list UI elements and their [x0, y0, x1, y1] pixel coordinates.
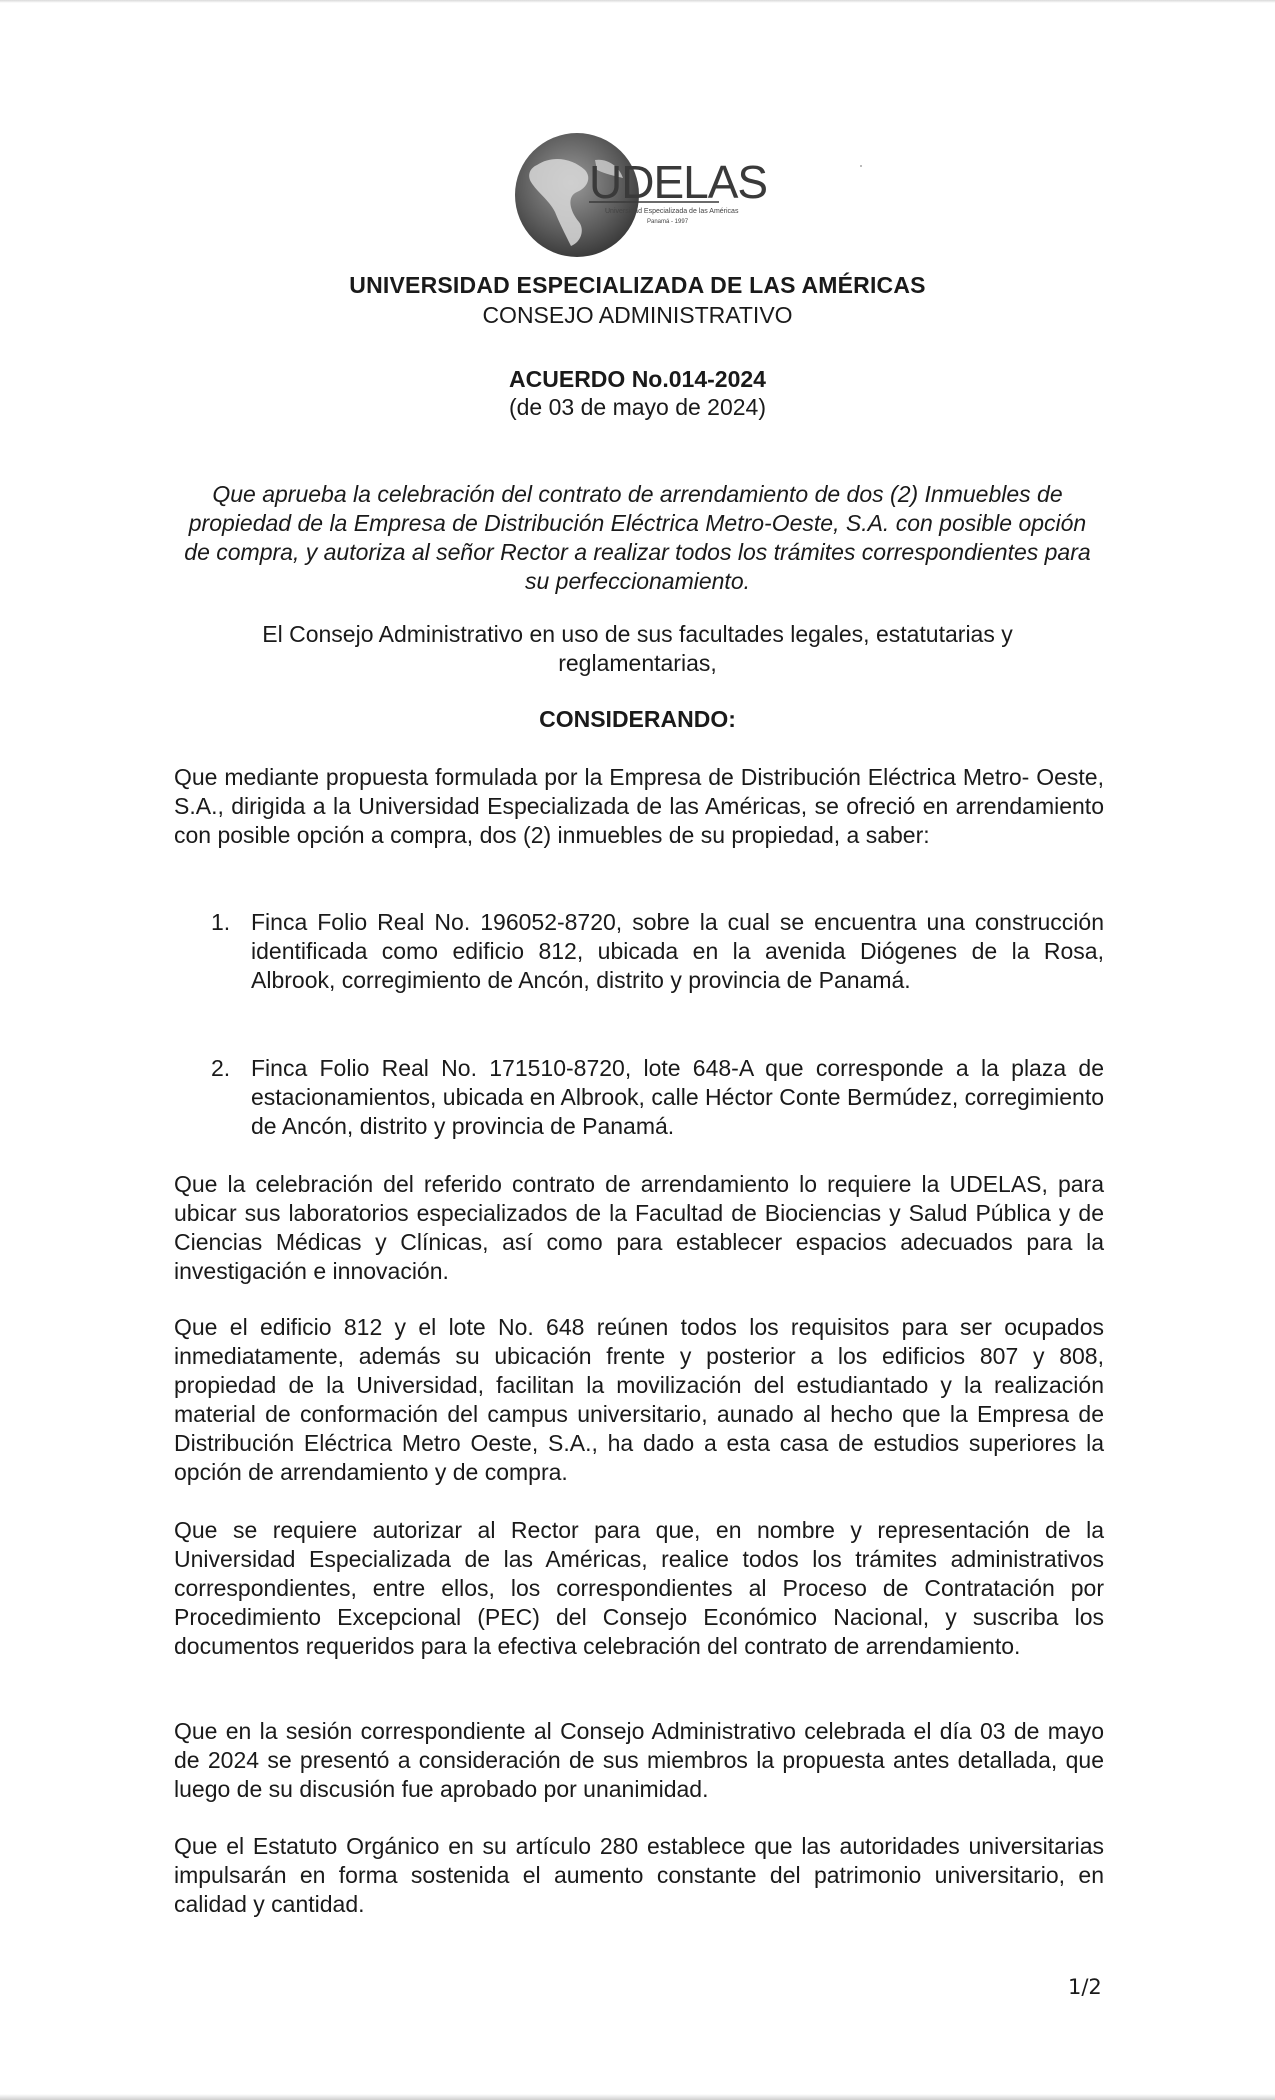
intro-paragraph: El Consejo Administrativo en uso de sus facultades legales, estatutarias y reglamentarias, — [262, 621, 1013, 676]
council-name: CONSEJO ADMINISTRATIVO — [482, 302, 793, 328]
list-item — [211, 1054, 1104, 1141]
list-item-number: 1. — [211, 909, 231, 935]
paragraph-building-812: Que el edificio 812 y el lote No. 648 reúnen todos los requisitos para ser ocupados inmediatamente, además su ubicación frente y posterior a los edificios 807 y 808, propiedad de la Universidad, facilitan la movilización del estudiantado y la realización material de conformación del campus universitario, aunado al hecho que la Empresa de Distribución Eléctrica Metro Oeste, S.A., ha dado a esta casa de estudios superiores la opción de arrendamiento y de compra. — [174, 1314, 1104, 1485]
scan-edge-bottom — [0, 2094, 1275, 2100]
udelas-logo — [497, 130, 797, 260]
paragraph-proposal: Que mediante propuesta formulada por la Empresa de Distribución Eléctrica Metro- Oeste, S.A., dirigida a la Universidad Especializada de las Américas, se ofreció en arrendamiento con posible opción a compra, dos (2) inmuebles de su propiedad, a saber: — [174, 764, 1104, 848]
logo-tagline: Panamá - 1997 — [647, 219, 689, 225]
paragraph-session: Que en la sesión correspondiente al Consejo Administrativo celebrada el día 03 de mayo de 2024 se presentó a consideración de sus miembros la propuesta antes detallada, que luego de su discusión fue aprobado por unanimidad. — [174, 1718, 1104, 1802]
paragraph-rector-authorization: Que se requiere autorizar al Rector para que, en nombre y representación de la Universidad Especializada de las Américas, realice todos los trámites administrativos correspondientes, entre ellos, los correspondientes al Proceso de Contratación por Procedimiento Excepcional (PEC) del Consejo Económico Nacional, y suscriba los documentos requeridos para la efectiva celebración del contrato de arrendamiento. — [174, 1517, 1104, 1659]
page-number: 1/2 — [1068, 1975, 1102, 1999]
logo-brand: UDELAS — [589, 156, 768, 208]
paragraph-statute: Que el Estatuto Orgánico en su artículo 280 establece que las autoridades universitarias impulsarán en forma sostenida el aumento constante del patrimonio universitario, en calidad y cantidad. — [174, 1833, 1104, 1917]
agreement-title: ACUERDO No.014-2024 — [509, 366, 766, 392]
university-name: UNIVERSIDAD ESPECIALIZADA DE LAS AMÉRICAS — [349, 272, 926, 298]
considerando-heading: CONSIDERANDO: — [539, 706, 736, 732]
list-item — [211, 908, 1104, 995]
paragraph-laboratories: Que la celebración del referido contrato de arrendamiento lo requiere la UDELAS, para ubicar sus laboratorios especializados de la Facultad de Biociencias y Salud Pública y de Ciencias Médicas y Clínicas, así como para establecer espacios adecuados para la investigación e innovación. — [174, 1171, 1104, 1284]
scan-mark — [860, 165, 862, 167]
logo-subtitle: Universidad Especializada de las Américas — [605, 208, 739, 215]
list-item-text: Finca Folio Real No. 171510-8720, lote 648-A que corresponde a la plaza de estacionamientos, ubicada en Albrook, calle Héctor Conte Bermúdez, corregimiento de Ancón, distrito y provincia de Panamá. — [251, 1055, 1104, 1139]
agreement-summary: Que aprueba la celebración del contrato de arrendamiento de dos (2) Inmuebles de propiedad de la Empresa de Distribución Eléctrica Metro-Oeste, S.A. con posible opción de compra, y autoriza al señor Rector a realizar todos los trámites correspondientes para su perfeccionamiento. — [184, 481, 1091, 594]
scan-edge-top — [0, 0, 1275, 3]
list-item-number: 2. — [211, 1055, 231, 1081]
list-item-text: Finca Folio Real No. 196052-8720, sobre la cual se encuentra una construcción identificada como edificio 812, ubicada en la avenida Diógenes de la Rosa, Albrook, corregimiento de Ancón, distrito y provincia de Panamá. — [251, 909, 1104, 993]
agreement-date: (de 03 de mayo de 2024) — [508, 394, 766, 420]
